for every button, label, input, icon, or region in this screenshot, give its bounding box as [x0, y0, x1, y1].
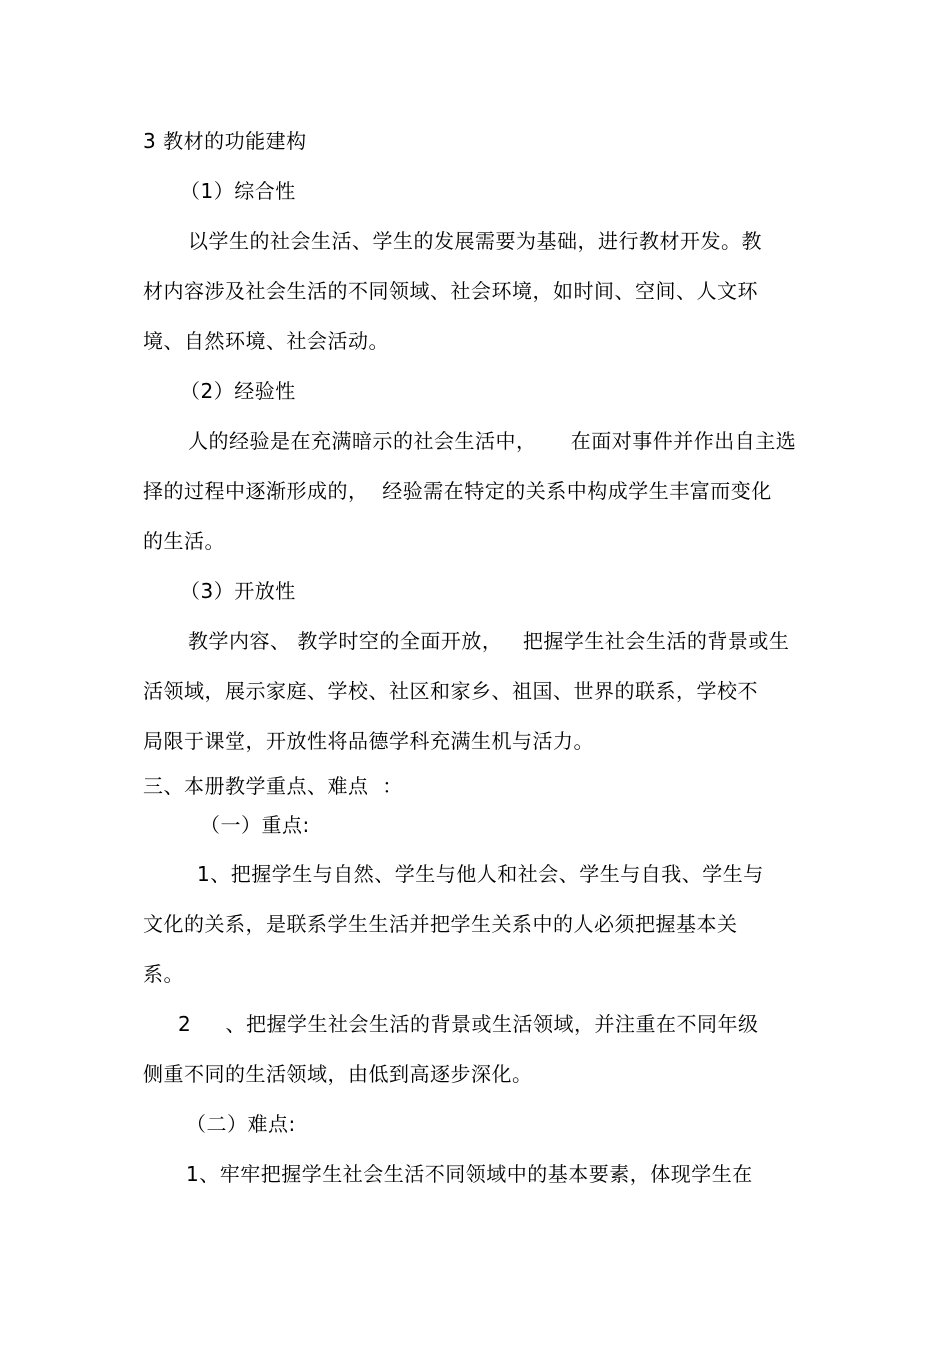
section-heading-textbook-function: 3 教材的功能建构	[143, 129, 307, 153]
subheading-difficulties: （二）难点:	[186, 1112, 296, 1136]
subheading-comprehensive: （1）综合性	[180, 179, 296, 203]
paragraph-line: 1、牢牢把握学生社会生活不同领域中的基本要素，体现学生在	[186, 1162, 753, 1186]
paragraph-line: 2 、把握学生社会生活的背景或生活领域，并注重在不同年级	[178, 1012, 759, 1036]
paragraph-line: 择的过程中逐渐形成的， 经验需在特定的关系中构成学生丰富而变化	[143, 479, 772, 503]
paragraph-line: 侧重不同的生活领域，由低到高逐步深化。	[143, 1062, 533, 1086]
paragraph-line: 境、自然环境、社会活动。	[143, 329, 389, 353]
paragraph-line: 的生活。	[143, 529, 225, 553]
paragraph-line: 材内容涉及社会生活的不同领域、社会环境，如时间、空间、人文环	[143, 279, 758, 303]
paragraph-line: 活领域，展示家庭、学校、社区和家乡、祖国、世界的联系，学校不	[143, 679, 758, 703]
paragraph-line: 系。	[143, 962, 184, 986]
paragraph-line: 局限于课堂，开放性将品德学科充满生机与活力。	[143, 729, 594, 753]
section-heading-key-points: 三、本册教学重点、难点 ：	[143, 774, 403, 798]
paragraph-line: 文化的关系，是联系学生生活并把学生关系中的人必须把握基本关	[143, 912, 738, 936]
subheading-openness: （3）开放性	[180, 579, 296, 603]
paragraph-line: 1、把握学生与自然、学生与他人和社会、学生与自我、学生与	[197, 862, 764, 886]
subheading-experiential: （2）经验性	[180, 379, 296, 403]
paragraph-line: 以学生的社会生活、学生的发展需要为基础，进行教材开发。教	[188, 229, 762, 253]
paragraph-line: 人的经验是在充满暗示的社会生活中， 在面对事件并作出自主选	[188, 429, 797, 453]
paragraph-line: 教学内容、 教学时空的全面开放， 把握学生社会生活的背景或生	[188, 629, 790, 653]
subheading-key-points: （一）重点:	[200, 813, 310, 837]
